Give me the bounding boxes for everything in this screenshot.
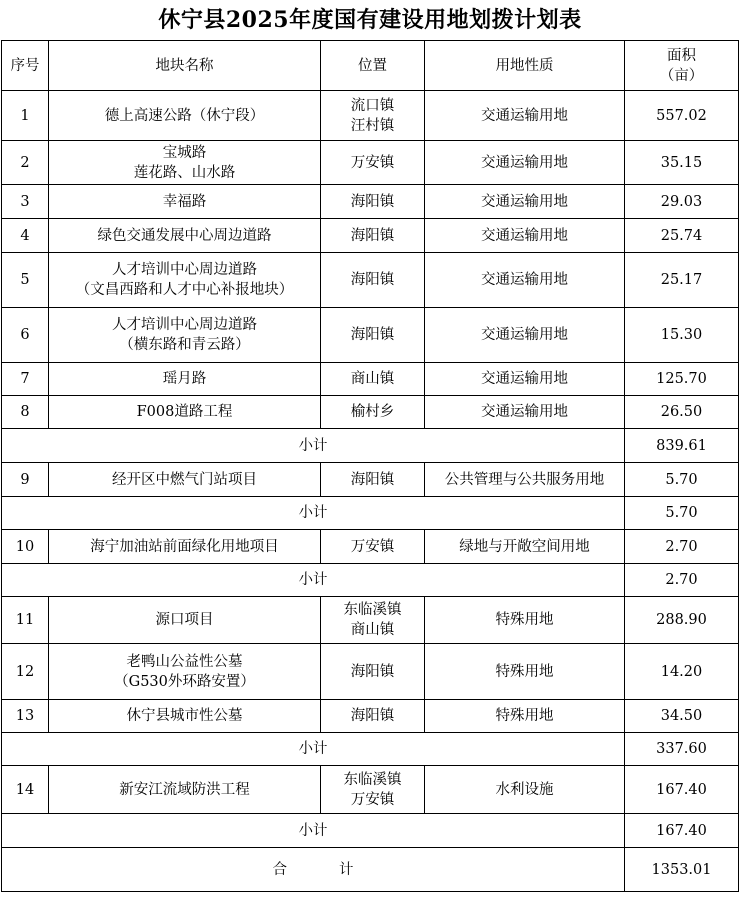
table-row — [2, 308, 739, 363]
header-area-label: 面积 — [667, 47, 696, 64]
row-area: 288.90 — [625, 597, 739, 644]
row-usage: 水利设施 — [425, 766, 625, 814]
row-name-line: 德上高速公路（休宁段） — [104, 107, 265, 124]
subtotal-area: 2.70 — [625, 564, 739, 597]
row-index: 1 — [2, 91, 49, 141]
row-usage: 交通运输用地 — [425, 91, 625, 141]
table-row — [2, 396, 739, 429]
subtotal-label: 小计 — [2, 814, 625, 848]
row-index: 8 — [2, 396, 49, 429]
row-usage: 交通运输用地 — [425, 219, 625, 253]
row-location-line: 商山镇 — [350, 371, 395, 387]
allocation-table — [1, 40, 739, 892]
row-location — [321, 219, 425, 253]
row-usage: 绿地与开敞空间用地 — [425, 530, 625, 564]
row-usage: 交通运输用地 — [425, 253, 625, 308]
row-area: 26.50 — [625, 396, 739, 429]
subtotal-row — [2, 564, 739, 597]
row-location — [321, 91, 425, 141]
header-name: 地块名称 — [49, 41, 321, 91]
row-location — [321, 253, 425, 308]
subtotal-label: 小计 — [2, 429, 625, 463]
row-location-line: 汪村镇 — [350, 117, 395, 134]
row-index: 13 — [2, 700, 49, 733]
subtotal-area: 839.61 — [625, 429, 739, 463]
subtotal-row — [2, 429, 739, 463]
row-name-line: 瑶月路 — [162, 371, 207, 387]
table-body — [2, 91, 739, 848]
row-usage: 特殊用地 — [425, 597, 625, 644]
row-usage: 交通运输用地 — [425, 185, 625, 219]
row-area: 25.17 — [625, 253, 739, 308]
page-title: 休宁县2025年度国有建设用地划拨计划表 — [158, 7, 582, 33]
row-location-line: 东临溪镇 — [343, 602, 402, 618]
row-name — [49, 396, 321, 429]
subtotal-area: 167.40 — [625, 814, 739, 848]
row-location — [321, 363, 425, 396]
row-usage: 交通运输用地 — [425, 308, 625, 363]
table-row — [2, 219, 739, 253]
row-area: 557.02 — [625, 91, 739, 141]
table-row — [2, 141, 739, 185]
row-location-line: 流口镇 — [350, 97, 395, 114]
row-usage: 特殊用地 — [425, 644, 625, 700]
row-area: 15.30 — [625, 308, 739, 363]
subtotal-row — [2, 814, 739, 848]
row-index: 3 — [2, 185, 49, 219]
row-name — [49, 141, 321, 185]
table-row — [2, 91, 739, 141]
row-index: 5 — [2, 253, 49, 308]
row-name-line: 源口项目 — [155, 612, 214, 628]
row-index: 14 — [2, 766, 49, 814]
total-label-a: 合 — [272, 861, 287, 878]
table-row — [2, 597, 739, 644]
row-name-line: 休宁县城市性公墓 — [126, 708, 243, 724]
row-index: 9 — [2, 463, 49, 497]
table-row — [2, 363, 739, 396]
row-location-line: 海阳镇 — [350, 227, 395, 244]
row-index: 2 — [2, 141, 49, 185]
row-location — [321, 308, 425, 363]
row-name — [49, 597, 321, 644]
subtotal-area: 5.70 — [625, 497, 739, 530]
row-area: 125.70 — [625, 363, 739, 396]
row-location-line: 东临溪镇 — [343, 771, 402, 788]
total-label-b: 计 — [339, 861, 354, 878]
row-usage: 特殊用地 — [425, 700, 625, 733]
row-location — [321, 396, 425, 429]
row-name-line: 人才培训中心周边道路 — [112, 262, 257, 278]
header-usage: 用地性质 — [425, 41, 625, 91]
row-name — [49, 91, 321, 141]
row-name — [49, 530, 321, 564]
row-name — [49, 463, 321, 497]
header-row — [2, 41, 739, 91]
row-index: 11 — [2, 597, 49, 644]
header-index: 序号 — [2, 41, 49, 91]
table-row — [2, 530, 739, 564]
header-area — [625, 41, 739, 91]
row-area: 25.74 — [625, 219, 739, 253]
subtotal-label: 小计 — [2, 564, 625, 597]
total-area: 1353.01 — [625, 848, 739, 892]
row-location — [321, 597, 425, 644]
row-name-line: F008道路工程 — [136, 404, 233, 420]
row-location-line: 万安镇 — [350, 154, 395, 171]
row-name-line: 经开区中燃气门站项目 — [112, 471, 257, 488]
row-name-line: 莲花路、山水路 — [133, 164, 236, 181]
row-location — [321, 185, 425, 219]
row-usage: 公共管理与公共服务用地 — [425, 463, 625, 497]
row-location-line: 海阳镇 — [350, 327, 395, 343]
row-location-line: 商山镇 — [350, 622, 395, 638]
row-index: 10 — [2, 530, 49, 564]
row-location — [321, 644, 425, 700]
row-name — [49, 700, 321, 733]
row-area: 2.70 — [625, 530, 739, 564]
row-name-line: 绿色交通发展中心周边道路 — [97, 227, 272, 244]
row-location-line: 海阳镇 — [350, 471, 395, 488]
row-area: 167.40 — [625, 766, 739, 814]
row-name — [49, 363, 321, 396]
row-name-line: 幸福路 — [162, 193, 207, 210]
row-name-line: 海宁加油站前面绿化用地项目 — [90, 538, 279, 555]
table-row — [2, 766, 739, 814]
row-location-line: 万安镇 — [350, 538, 395, 555]
row-name — [49, 219, 321, 253]
row-usage: 交通运输用地 — [425, 363, 625, 396]
row-name — [49, 644, 321, 700]
row-name-line: （G530外环路安置） — [114, 673, 255, 690]
header-location: 位置 — [321, 41, 425, 91]
total-label — [2, 848, 625, 892]
subtotal-area: 337.60 — [625, 733, 739, 766]
table-row — [2, 253, 739, 308]
row-area: 5.70 — [625, 463, 739, 497]
row-location — [321, 463, 425, 497]
row-name-line: （文昌西路和人才中心补报地块） — [75, 282, 294, 298]
row-name — [49, 766, 321, 814]
row-index: 6 — [2, 308, 49, 363]
row-name — [49, 308, 321, 363]
subtotal-row — [2, 497, 739, 530]
row-usage: 交通运输用地 — [425, 396, 625, 429]
header-area-unit: （亩） — [659, 67, 704, 84]
row-index: 7 — [2, 363, 49, 396]
row-area: 35.15 — [625, 141, 739, 185]
total-row — [2, 848, 739, 892]
row-location-line: 万安镇 — [350, 791, 395, 808]
row-area: 14.20 — [625, 644, 739, 700]
row-name-line: 人才培训中心周边道路 — [112, 317, 257, 333]
table-row — [2, 644, 739, 700]
row-name-line: 老鸭山公益性公墓 — [126, 653, 243, 670]
row-location-line: 海阳镇 — [350, 708, 395, 724]
table-row — [2, 463, 739, 497]
row-usage: 交通运输用地 — [425, 141, 625, 185]
row-location — [321, 766, 425, 814]
row-index: 12 — [2, 644, 49, 700]
row-name — [49, 253, 321, 308]
row-name-line: 新安江流域防洪工程 — [119, 781, 250, 798]
subtotal-row — [2, 733, 739, 766]
table-row — [2, 700, 739, 733]
table-row — [2, 185, 739, 219]
subtotal-label: 小计 — [2, 733, 625, 766]
row-location-line: 海阳镇 — [350, 272, 395, 288]
row-area: 29.03 — [625, 185, 739, 219]
subtotal-label: 小计 — [2, 497, 625, 530]
row-location — [321, 700, 425, 733]
row-location-line: 榆村乡 — [350, 404, 395, 420]
row-name-line: 宝城路 — [162, 144, 207, 161]
row-index: 4 — [2, 219, 49, 253]
row-location-line: 海阳镇 — [350, 663, 395, 680]
row-area: 34.50 — [625, 700, 739, 733]
row-name — [49, 185, 321, 219]
row-location-line: 海阳镇 — [350, 193, 395, 210]
row-location — [321, 141, 425, 185]
row-location — [321, 530, 425, 564]
row-name-line: （横东路和青云路） — [119, 337, 250, 353]
